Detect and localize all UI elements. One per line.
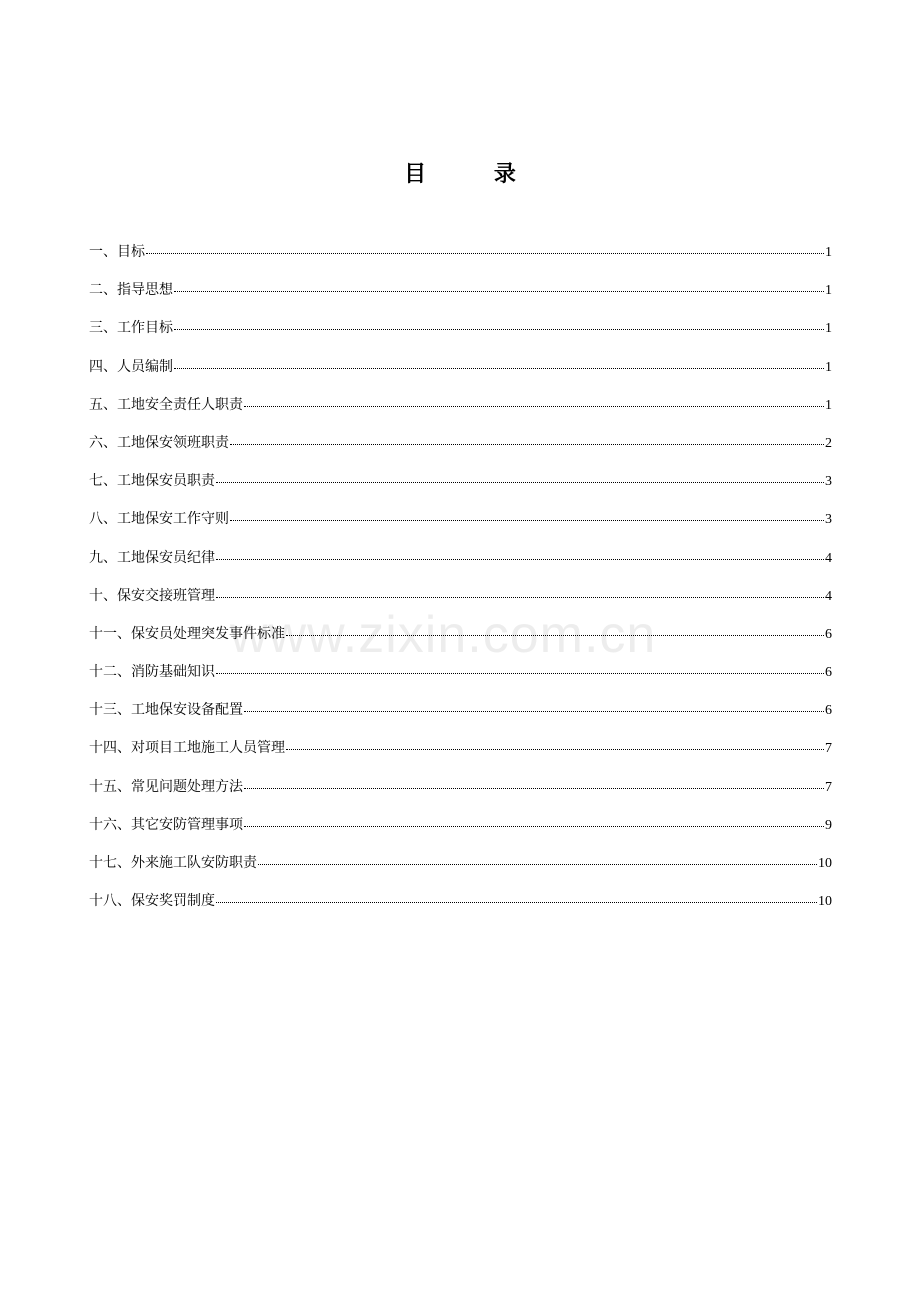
toc-entry-label: 十六、其它安防管理事项 [89,816,243,833]
toc-entry-page: 1 [825,321,832,337]
toc-entry-page: 3 [825,512,832,528]
toc-entry-page: 2 [825,435,832,451]
toc-list [89,240,832,927]
toc-entry-label: 十二、消防基础知识 [89,664,215,681]
toc-entry-page: 4 [825,550,832,566]
toc-entry[interactable] [89,469,832,507]
toc-entry-page: 7 [825,779,832,795]
toc-entry[interactable] [89,507,832,545]
toc-entry-label: 三、工作目标 [89,320,173,337]
dot-leader [230,443,824,445]
toc-entry-page: 1 [825,397,832,413]
toc-entry[interactable] [89,851,832,889]
toc-entry[interactable] [89,889,832,927]
toc-entry[interactable] [89,698,832,736]
dot-leader [216,672,824,674]
toc-entry[interactable] [89,278,832,316]
toc-entry-label: 十、保安交接班管理 [89,587,215,604]
toc-entry[interactable] [89,584,832,622]
toc-entry-label: 二、指导思想 [89,282,173,299]
toc-entry-label: 五、工地安全责任人职责 [89,396,243,413]
toc-entry-page: 1 [825,283,832,299]
toc-entry-page: 1 [825,245,832,260]
toc-entry-page: 9 [825,817,832,833]
toc-entry-page: 10 [818,894,832,910]
dot-leader [244,787,824,789]
toc-entry-label: 十五、常见问题处理方法 [89,778,243,795]
dot-leader [286,748,824,750]
dot-leader [174,290,824,292]
dot-leader [216,481,824,483]
toc-entry-label: 七、工地保安员职责 [89,473,215,490]
toc-entry[interactable] [89,393,832,431]
toc-title: 目 录 [404,161,546,187]
dot-leader [244,825,824,827]
dot-leader [216,596,824,598]
toc-entry-page: 1 [825,359,832,375]
toc-entry-label: 六、工地保安领班职责 [89,434,229,451]
dot-leader [244,710,824,712]
toc-entry-page: 3 [825,474,832,490]
toc-entry-label: 十三、工地保安设备配置 [89,702,243,719]
dot-leader [258,863,817,865]
toc-entry-page: 6 [825,626,832,642]
dot-leader [216,558,824,560]
dot-leader [174,328,824,330]
toc-entry[interactable] [89,546,832,584]
toc-entry-label: 十四、对项目工地施工人员管理 [89,740,285,757]
toc-entry[interactable] [89,775,832,813]
toc-entry-page: 7 [825,741,832,757]
toc-entry[interactable] [89,431,832,469]
toc-entry[interactable] [89,622,832,660]
dot-leader [146,252,824,254]
toc-entry-label: 一、目标 [89,244,145,260]
dot-leader [244,405,824,407]
toc-entry-page: 6 [825,703,832,719]
toc-entry-page: 4 [825,588,832,604]
toc-entry-label: 九、工地保安员纪律 [89,549,215,566]
toc-entry[interactable] [89,813,832,851]
toc-entry-label: 四、人员编制 [89,358,173,375]
toc-entry-label: 十七、外来施工队安防职责 [89,855,257,871]
toc-entry-label: 八、工地保安工作守则 [89,511,229,528]
toc-entry-label: 十八、保安奖罚制度 [89,893,215,910]
toc-entry[interactable] [89,316,832,354]
toc-entry[interactable] [89,355,832,393]
toc-entry[interactable] [89,736,832,774]
watermark: www.zixin.com.cn [230,606,657,664]
toc-entry-page: 10 [818,856,832,871]
toc-entry-label: 十一、保安员处理突发事件标准 [89,625,285,642]
dot-leader [216,901,817,903]
toc-entry[interactable] [89,660,832,698]
dot-leader [286,634,824,636]
dot-leader [174,367,824,369]
toc-entry[interactable] [89,240,832,278]
dot-leader [230,519,824,521]
toc-entry-page: 6 [825,665,832,681]
